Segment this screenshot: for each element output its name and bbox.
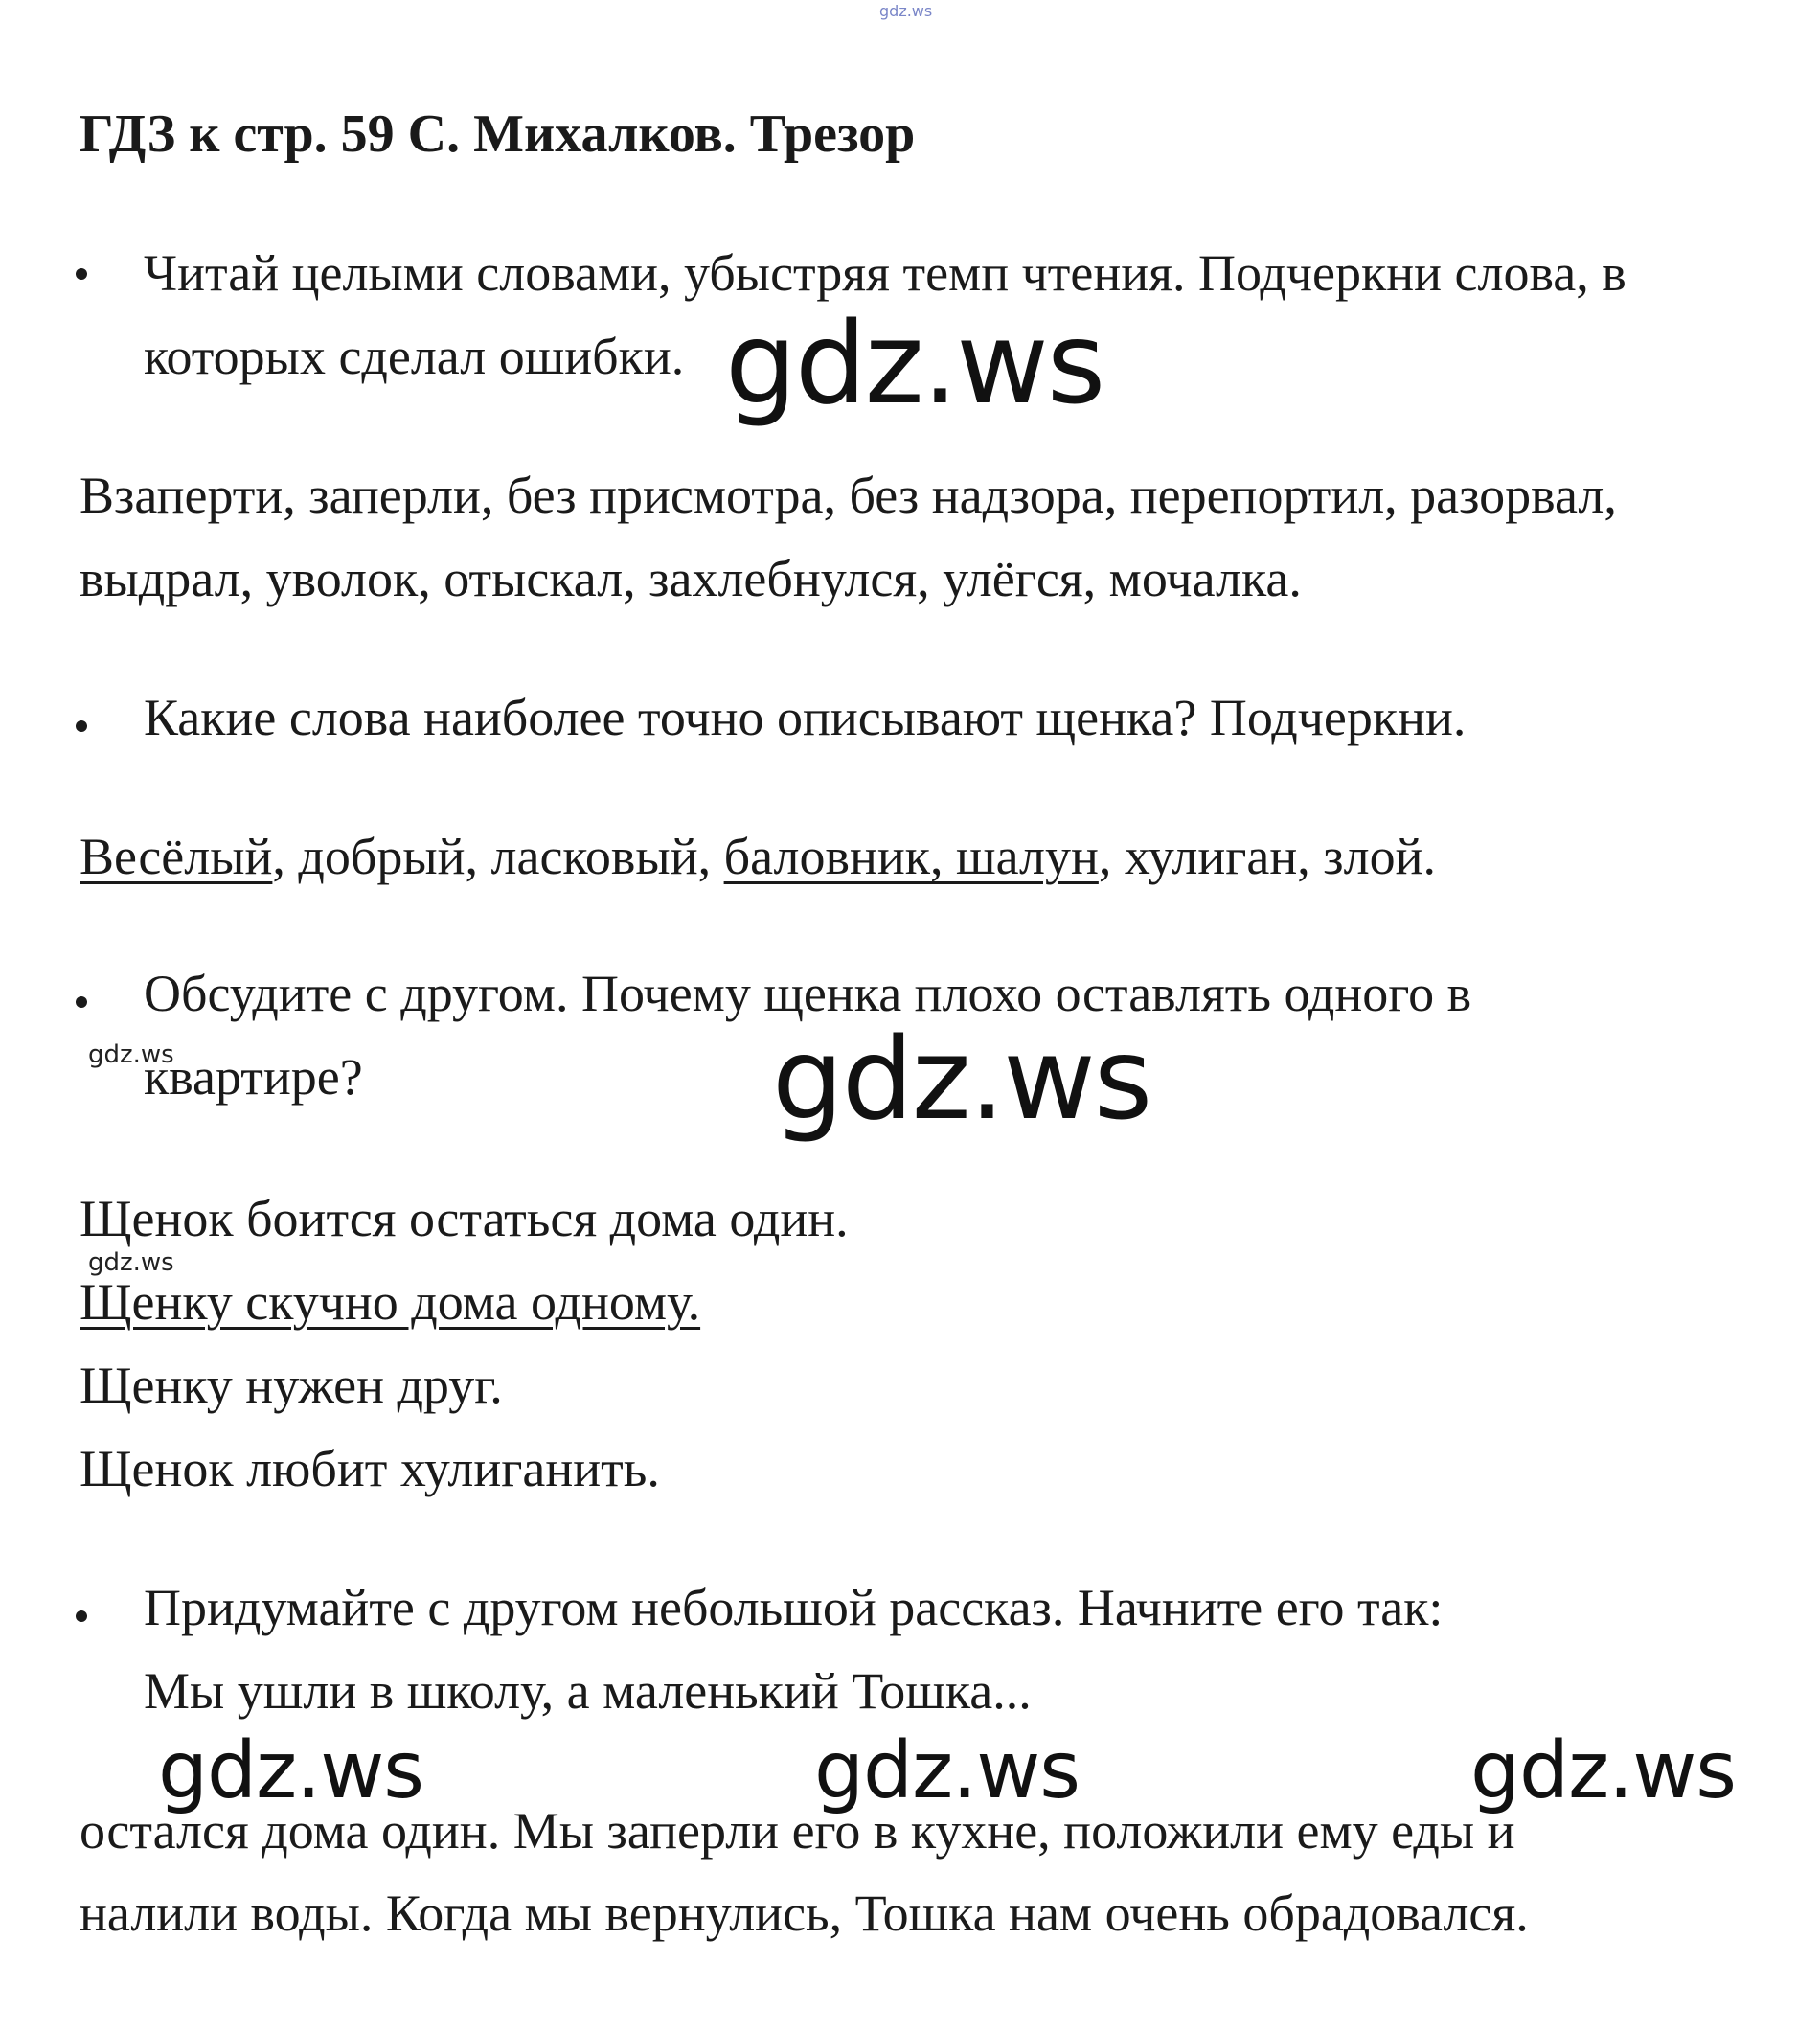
page-title: ГДЗ к стр. 59 С. Михалков. Трезор (80, 104, 916, 164)
task1-line2: которых сделал ошибки. (144, 328, 685, 385)
watermark-big-2: gdz.ws (772, 1013, 1151, 1145)
answer3-line2 (80, 1273, 701, 1331)
watermark-row-3: gdz.ws (1470, 1725, 1736, 1816)
bullet-dot-icon (76, 1610, 87, 1622)
task1-line1: Читай целыми словами, убыстряя темп чтения. Подчеркни слова, в (144, 244, 1627, 302)
watermark-top: gdz.ws (879, 2, 933, 20)
answer3-line1: Щенок боится остаться дома один. (80, 1190, 849, 1247)
answer2-separator-1: , добрый, ласковый, (272, 828, 724, 885)
task3-line2: квартире? (144, 1048, 363, 1106)
watermark-row-2: gdz.ws (814, 1725, 1080, 1816)
answer3-line3: Щенку нужен друг. (80, 1357, 503, 1414)
answer3-line2-underlined: Щенку скучно дома одному. (80, 1273, 701, 1331)
watermark-small-1: gdz.ws (88, 1040, 174, 1069)
task2-line1: Какие слова наиболее точно описывают щенка? Подчеркни. (144, 689, 1467, 746)
answer1-line2: выдрал, уволок, отыскал, захлебнулся, улёгся, мочалка. (80, 550, 1302, 607)
answer3-line4: Щенок любит хулиганить. (80, 1440, 660, 1497)
answer2-word-underlined-2: баловник, шалун (723, 828, 1099, 885)
answer4-line1: остался дома один. Мы заперли его в кухне, положили ему еды и (80, 1802, 1515, 1860)
task4-line2: Мы ушли в школу, а маленький Тошка... (144, 1662, 1032, 1720)
task4-line1: Придумайте с другом небольшой рассказ. Начните его так: (144, 1579, 1444, 1636)
answer2-word-underlined-1: Весёлый (80, 828, 273, 885)
watermark-row-1: gdz.ws (158, 1725, 423, 1816)
bullet-dot-icon (76, 996, 87, 1008)
answer4-line2: налили воды. Когда мы вернулись, Тошка нам очень обрадовался. (80, 1884, 1529, 1942)
bullet-dot-icon (76, 720, 87, 732)
answer2-separator-2: , хулиган, злой. (1098, 828, 1436, 885)
watermark-big-1: gdz.ws (725, 297, 1104, 429)
answer1-line1: Взаперти, заперли, без присмотра, без надзора, перепортил, разорвал, (80, 467, 1617, 524)
bullet-dot-icon (76, 268, 87, 280)
watermark-small-2: gdz.ws (88, 1248, 174, 1277)
answer2-line (80, 828, 1436, 885)
task3-line1: Обсудите с другом. Почему щенка плохо оставлять одного в (144, 965, 1472, 1022)
